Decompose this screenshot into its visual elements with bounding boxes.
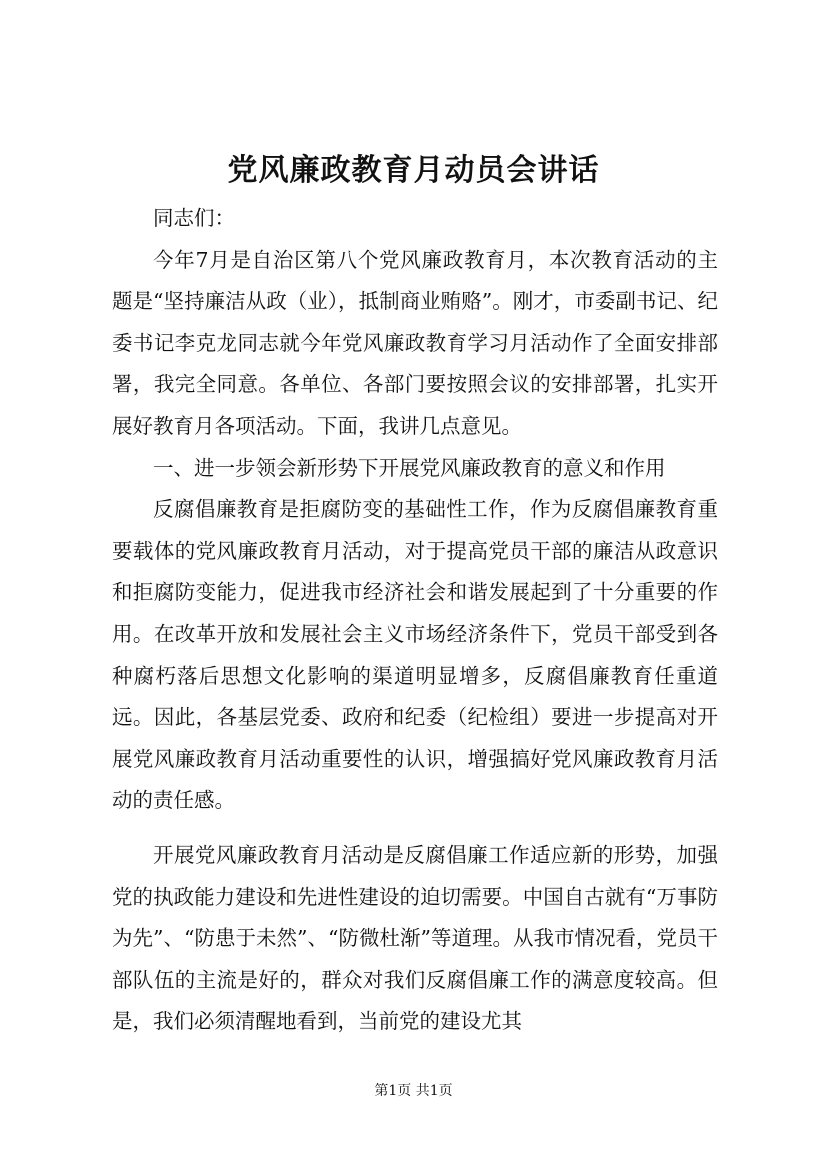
document-body (112, 198, 718, 1043)
document-title: 党风廉政教育月动员会讲话 (227, 153, 600, 188)
paragraph-education-role: 反腐倡廉教育是拒腐防变的基础性工作，作为反腐倡廉教育重要载体的党风廉政教育月活动，对于提高党员干部的廉洁从政意识和拒腐防变能力，促进我市经济社会和谐发展起到了十分重要的作用。在改革开放和发展社会主义市场经济条件下，党员干部受到各种腐朽落后思想文化影响的渠道明显增多，反腐倡廉教育任重道远。因此，各基层党委、政府和纪委（纪检组）要进一步提高对开展党风廉政教育月活动重要性的认识，增强搞好党风廉政教育月活动的责任感。 (112, 497, 718, 813)
paragraph-necessity: 开展党风廉政教育月活动是反腐倡廉工作适应新的形势，加强党的执政能力建设和先进性建设的迫切需要。中国自古就有“万事防为先”、“防患于未然”、“防微杜渐”等道理。从我市情况看，党员干部队伍的主流是好的，群众对我们反腐倡廉工作的满意度较高。但是，我们必须清醒地看到，当前党的建设尤其 (112, 842, 718, 1034)
section-heading-1: 一、进一步领会新形势下开展党风廉政教育的意义和作用 (153, 455, 666, 480)
greeting: 同志们： (153, 206, 235, 230)
page-footer: 第1页 共1页 (374, 1083, 453, 1099)
paragraph-intro: 今年7月是自治区第八个党风廉政教育月，本次教育活动的主题是“坚持廉洁从政（业），抵制商业贿赂”。刚才，市委副书记、纪委书记李克龙同志就今年党风廉政教育学习月活动作了全面安排部署，我完全同意。各单位、各部门要按照会议的安排部署，扎实开展好教育月各项活动。下面，我讲几点意见。 (112, 247, 718, 438)
